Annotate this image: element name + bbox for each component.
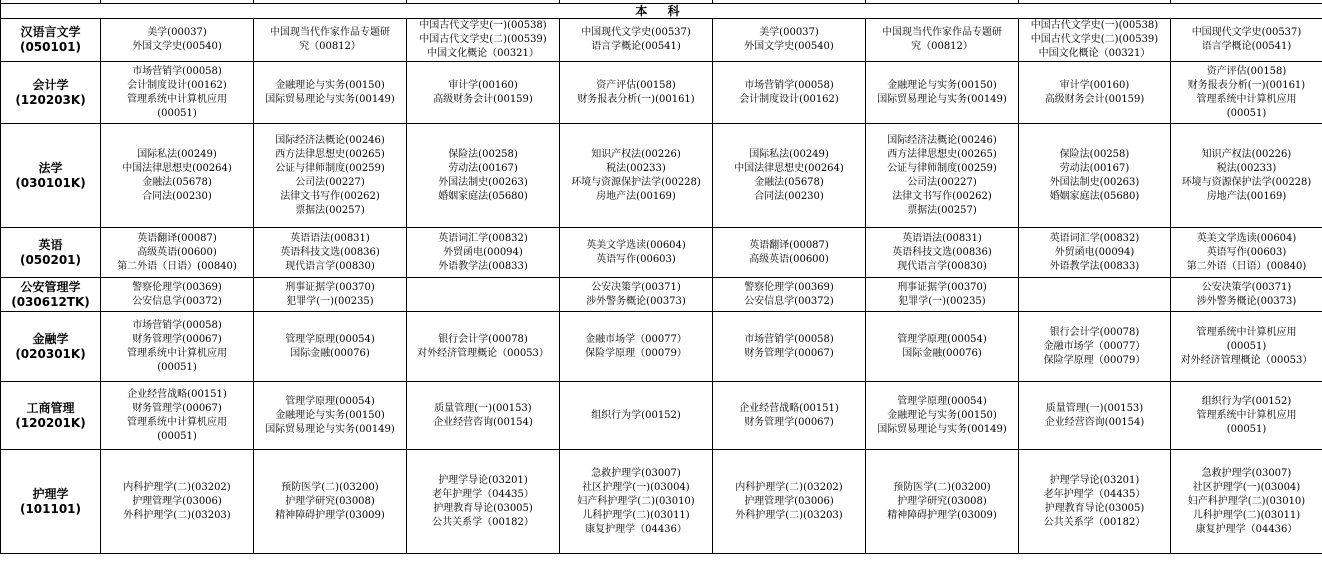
course-line: 金融法(05678) <box>754 176 824 188</box>
course-line: 中国文化概论（00321） <box>427 48 539 59</box>
course-line: 第二外语（日语）(00840) <box>1186 260 1307 272</box>
table-body <box>1 0 1322 554</box>
course-line: 英语词汇学(00832) <box>438 232 528 244</box>
course-line: 市场营销学(00058) <box>132 65 222 77</box>
course-line: 票据法(00257) <box>295 204 365 216</box>
course-line: 英语科技文选(00836) <box>892 246 992 258</box>
course-line: 保险学原理（00079） <box>585 347 687 359</box>
course-cell <box>1171 19 1322 62</box>
course-line: 英美文学选读(00604) <box>1196 232 1297 244</box>
course-cell <box>866 62 1019 124</box>
course-line: (00051) <box>157 361 197 373</box>
course-cell <box>713 124 866 228</box>
course-cell <box>254 312 407 382</box>
major-code: (020301K) <box>15 346 86 361</box>
course-line: 护理学导论(03201) <box>1049 474 1140 486</box>
course-line: 国际金融(00076) <box>290 347 370 359</box>
course-line: 英语写作(00603) <box>1206 246 1287 258</box>
course-line: 儿科护理学(二)(03011) <box>582 509 690 521</box>
course-cell <box>101 450 254 554</box>
section-title: 本 科 <box>1 4 1322 19</box>
course-cell <box>1019 312 1171 382</box>
major-name: 会计学 <box>32 77 69 92</box>
course-line: 劳动法(00167) <box>1059 162 1130 174</box>
course-line: 社区护理学(一)(03004) <box>1192 481 1301 493</box>
course-line: 资产评估(00158) <box>1206 65 1287 77</box>
course-line: 税法(00233) <box>606 162 666 174</box>
course-line: 管理学原理(00054) <box>285 395 375 407</box>
course-line: 护理学研究(03008) <box>285 495 375 507</box>
course-cell <box>101 228 254 278</box>
course-line: 现代语言学(00830) <box>285 260 375 272</box>
course-line: 预防医学(二)(03200) <box>893 481 991 493</box>
course-cell <box>866 19 1019 62</box>
course-line: 国际经济法概论(00246) <box>887 134 997 146</box>
course-line: 中国法律思想史(00264) <box>734 162 844 174</box>
course-cell <box>1019 450 1171 554</box>
table-row <box>1 228 1322 278</box>
course-line: 外科护理学(二)(03203) <box>123 509 231 521</box>
course-line: (00051) <box>1226 107 1267 119</box>
major-name: 汉语言文学 <box>20 25 81 39</box>
course-line: 高级财务会计(00159) <box>433 93 533 105</box>
major-code: (120203K) <box>15 92 86 107</box>
course-line: (00051) <box>1226 340 1267 352</box>
course-cell <box>866 382 1019 450</box>
course-line: 市场营销学(00058) <box>744 333 834 345</box>
course-line: 审计学(00160) <box>1059 79 1130 91</box>
course-line: 英语翻译(00087) <box>749 239 829 251</box>
course-line: 房地产法(00169) <box>1206 190 1287 202</box>
course-cell <box>1171 124 1322 228</box>
major-code: (030101K) <box>15 175 86 190</box>
course-cell <box>866 228 1019 278</box>
course-line: 英语写作(00603) <box>596 253 676 265</box>
course-cell <box>713 382 866 450</box>
course-line: 金融理论与实务(00150) <box>887 409 997 421</box>
course-line: 会计制度设计(00162) <box>127 79 227 91</box>
course-line: 英语科技文选(00836) <box>280 246 380 258</box>
course-line: 法律文书写作(00262) <box>892 190 992 202</box>
course-cell <box>254 19 407 62</box>
course-cell <box>713 450 866 554</box>
course-cell <box>407 382 560 450</box>
course-line: 环境与资源保护法学(00228) <box>571 176 701 188</box>
course-cell <box>560 382 713 450</box>
course-line: 精神障碍护理学(03009) <box>887 509 997 521</box>
course-line: 犯罪学(一)(00235) <box>286 295 374 307</box>
course-line: 儿科护理学(二)(03011) <box>1192 509 1301 521</box>
course-line: 现代语言学(00830) <box>897 260 987 272</box>
course-cell <box>254 450 407 554</box>
course-line: 护理管理学(03006) <box>744 495 834 507</box>
course-line: 中国现代文学史(00537) <box>1191 27 1302 38</box>
major-cell <box>1 62 101 124</box>
major-cell <box>1 278 101 312</box>
course-line: 企业经营战略(00151) <box>127 388 227 400</box>
course-line: 预防医学(二)(03200) <box>281 481 379 493</box>
course-line: 国际贸易理论与实务(00149) <box>877 93 1007 105</box>
course-line: 英语语法(00831) <box>290 232 370 244</box>
course-line: 公安决策学(00371) <box>591 281 681 293</box>
course-cell <box>101 124 254 228</box>
course-line: 第二外语（日语）(00840) <box>117 260 237 272</box>
course-cell <box>1019 124 1171 228</box>
course-cell <box>407 312 560 382</box>
course-cell <box>560 450 713 554</box>
course-line: 外语教学法(00833) <box>1049 260 1140 272</box>
major-code: (050201) <box>19 252 82 267</box>
course-cell <box>1019 382 1171 450</box>
course-cell <box>560 62 713 124</box>
course-line: 警察伦理学(00369) <box>744 281 834 293</box>
course-line: 中国现当代作家作品专题研 <box>882 27 1002 38</box>
course-cell <box>1171 312 1322 382</box>
course-line: 会计制度设计(00162) <box>739 93 839 105</box>
course-line: 外国法制史(00263) <box>438 176 528 188</box>
course-cell <box>407 228 560 278</box>
course-line: 美学(00037) <box>759 27 819 38</box>
course-line: 国际贸易理论与实务(00149) <box>877 423 1007 435</box>
course-line: 公共关系学（00182） <box>432 516 534 528</box>
course-line: 质量管理(一)(00153) <box>1045 402 1144 414</box>
course-line: (00051) <box>157 430 197 442</box>
course-line: 资产评估(00158) <box>596 79 676 91</box>
course-cell <box>1171 228 1322 278</box>
course-cell <box>101 62 254 124</box>
course-line: 妇产科护理学(二)(03010) <box>577 495 695 507</box>
course-line: 管理系统中计算机应用 <box>1196 409 1297 421</box>
course-cell <box>560 124 713 228</box>
course-line: 对外经济管理概论（00053） <box>417 347 549 359</box>
course-line: 英语词汇学(00832) <box>1049 232 1140 244</box>
course-cell <box>254 278 407 312</box>
course-line: 法律文书写作(00262) <box>280 190 380 202</box>
course-line: 组织行为学(00152) <box>591 409 681 421</box>
course-line: 社区护理学(一)(03004) <box>582 481 690 493</box>
major-code: (050101) <box>19 40 82 54</box>
course-line: 财务报表分析(一)(00161) <box>577 93 695 105</box>
major-name: 法学 <box>38 160 63 175</box>
course-cell <box>1019 228 1171 278</box>
course-line: 银行会计学(00078) <box>438 333 528 345</box>
course-line: 美学(00037) <box>147 27 207 38</box>
course-line: 涉外警务概论(00373) <box>1196 295 1297 307</box>
course-line: 外语教学法(00833) <box>438 260 528 272</box>
course-line: (00051) <box>1226 423 1267 435</box>
course-line: 公证与律师制度(00259) <box>275 162 385 174</box>
course-line: 急救护理学(03007) <box>1201 467 1292 479</box>
course-line: 内科护理学(二)(03202) <box>123 481 231 493</box>
major-cell <box>1 124 101 228</box>
course-cell <box>101 19 254 62</box>
course-line: 国际私法(00249) <box>137 148 217 160</box>
table-row <box>1 278 1322 312</box>
course-line: 保险法(00258) <box>1059 148 1130 160</box>
course-line: 管理学原理(00054) <box>897 395 987 407</box>
course-line: 高级英语(00600) <box>137 246 217 258</box>
course-line: 高级财务会计(00159) <box>1044 93 1145 105</box>
course-line: 妇产科护理学(二)(03010) <box>1187 495 1306 507</box>
course-line: 犯罪学(一)(00235) <box>898 295 986 307</box>
course-line: 外科护理学(二)(03203) <box>735 509 843 521</box>
course-line: 金融法(05678) <box>142 176 212 188</box>
table-row <box>1 124 1322 228</box>
course-line: 管理系统中计算机应用 <box>127 93 227 105</box>
course-line: 财务管理学(00067) <box>132 402 222 414</box>
course-line: 企业经营战略(00151) <box>739 402 839 414</box>
major-name: 金融学 <box>32 331 69 346</box>
course-line: 财务报表分析(一)(00161) <box>1187 79 1306 91</box>
course-line: 对外经济管理概论（00053） <box>1180 354 1313 366</box>
course-cell <box>560 228 713 278</box>
course-line: 语言学概论(00541) <box>1201 41 1292 52</box>
course-line: 康复护理学（04436） <box>585 523 687 535</box>
course-line: 精神障碍护理学(03009) <box>275 509 385 521</box>
course-line: 刑事证据学(00370) <box>285 281 375 293</box>
course-line: 涉外警务概论(00373) <box>586 295 686 307</box>
course-cell <box>254 228 407 278</box>
major-name: 护理学 <box>32 486 69 501</box>
course-cell <box>407 278 560 312</box>
course-line: 管理学原理(00054) <box>285 333 375 345</box>
course-cell <box>101 278 254 312</box>
course-line: 环境与资源保护法学(00228) <box>1181 176 1312 188</box>
course-line: 管理系统中计算机应用 <box>1196 326 1297 338</box>
course-line: 房地产法(00169) <box>596 190 676 202</box>
course-line: 中国古代文学史(一)(00538) <box>1030 20 1159 31</box>
course-cell <box>713 228 866 278</box>
course-line: 中国现代文学史(00537) <box>581 27 691 38</box>
course-line: 知识产权法(00226) <box>591 148 681 160</box>
course-line: 婚姻家庭法(05680) <box>1049 190 1140 202</box>
course-line: 金融理论与实务(00150) <box>275 79 385 91</box>
course-line: 公证与律师制度(00259) <box>887 162 997 174</box>
course-line: 西方法律思想史(00265) <box>887 148 997 160</box>
course-line: 外国文学史(00540) <box>132 41 222 52</box>
course-line: 金融理论与实务(00150) <box>275 409 385 421</box>
course-line: 国际私法(00249) <box>749 148 829 160</box>
course-line: 金融市场学（00077） <box>1043 340 1146 352</box>
course-cell <box>407 19 560 62</box>
course-line: 知识产权法(00226) <box>1201 148 1292 160</box>
course-line: 财务管理学(00067) <box>744 347 834 359</box>
course-cell <box>1019 278 1171 312</box>
course-line: 外贸函电(00094) <box>1054 246 1135 258</box>
course-cell <box>866 450 1019 554</box>
course-line: 管理学原理(00054) <box>897 333 987 345</box>
course-line: 审计学(00160) <box>448 79 518 91</box>
course-line: 公安信息学(00372) <box>744 295 834 307</box>
course-line: 质量管理(一)(00153) <box>434 402 532 414</box>
course-line: 市场营销学(00058) <box>132 319 222 331</box>
course-line: 中国法律思想史(00264) <box>122 162 232 174</box>
course-cell <box>1171 450 1322 554</box>
course-line: 公安信息学(00372) <box>132 295 222 307</box>
course-line: 护理学导论(03201) <box>438 474 528 486</box>
course-cell <box>101 382 254 450</box>
table-row <box>1 382 1322 450</box>
course-line: 刑事证据学(00370) <box>897 281 987 293</box>
course-line: 语言学概论(00541) <box>591 41 681 52</box>
course-cell <box>713 278 866 312</box>
course-line: 中国古代文学史(一)(00538) <box>419 20 547 31</box>
course-line: 内科护理学(二)(03202) <box>735 481 843 493</box>
course-line: 国际贸易理论与实务(00149) <box>265 93 395 105</box>
course-line: 护理学研究(03008) <box>897 495 987 507</box>
course-line: 保险学原理（00079） <box>1043 354 1146 366</box>
course-cell <box>713 19 866 62</box>
course-line: 公安决策学(00371) <box>1201 281 1292 293</box>
course-line: 老年护理学（04435） <box>432 488 534 500</box>
course-line: 合同法(00230) <box>754 190 824 202</box>
course-cell <box>101 312 254 382</box>
course-line: 组织行为学(00152) <box>1201 395 1292 407</box>
course-line: 婚姻家庭法(05680) <box>438 190 528 202</box>
major-code: (030612TK) <box>11 294 90 309</box>
course-line: 管理系统中计算机应用 <box>127 347 227 359</box>
course-line: 合同法(00230) <box>142 190 212 202</box>
course-cell <box>1019 62 1171 124</box>
course-line: 英语语法(00831) <box>902 232 982 244</box>
course-line: 公司法(00227) <box>907 176 977 188</box>
course-line: 企业经营咨询(00154) <box>1044 416 1145 428</box>
course-line: 国际经济法概论(00246) <box>275 134 385 146</box>
table-row <box>1 19 1322 62</box>
course-line: 票据法(00257) <box>907 204 977 216</box>
major-name: 公安管理学 <box>20 279 81 294</box>
course-cell <box>713 312 866 382</box>
course-cell <box>407 124 560 228</box>
course-line: 高级英语(00600) <box>749 253 829 265</box>
major-cell <box>1 228 101 278</box>
course-line: 英美文学选读(00604) <box>586 239 686 251</box>
course-line: 老年护理学（04435） <box>1043 488 1146 500</box>
course-line: 市场营销学(00058) <box>744 79 834 91</box>
section-header-row <box>1 4 1322 19</box>
course-line: 康复护理学（04436） <box>1195 523 1298 535</box>
course-cell <box>560 19 713 62</box>
table-row <box>1 450 1322 554</box>
course-cell <box>866 124 1019 228</box>
course-line: 财务管理学(00067) <box>132 333 222 345</box>
course-line: 金融市场学（00077） <box>585 333 687 345</box>
course-cell <box>1171 62 1322 124</box>
course-line: 外贸函电(00094) <box>443 246 523 258</box>
table-row <box>1 312 1322 382</box>
course-line: 中国文化概论（00321） <box>1038 48 1151 59</box>
course-cell <box>1019 19 1171 62</box>
course-line: 护理教育导论(03005) <box>1044 502 1145 514</box>
table-row <box>1 62 1322 124</box>
course-cell <box>866 278 1019 312</box>
course-line: 财务管理学(00067) <box>744 416 834 428</box>
course-cell <box>1171 278 1322 312</box>
course-cell <box>254 62 407 124</box>
course-line: 管理系统中计算机应用 <box>127 416 227 428</box>
major-name: 英语 <box>38 237 63 252</box>
course-line: 究（00812） <box>911 41 973 52</box>
course-line: 护理管理学(03006) <box>132 495 222 507</box>
major-cell <box>1 312 101 382</box>
course-line: 国际金融(00076) <box>902 347 982 359</box>
course-line: 保险法(00258) <box>448 148 518 160</box>
course-line: 管理系统中计算机应用 <box>1196 93 1297 105</box>
major-cell <box>1 382 101 450</box>
course-line: 外国文学史(00540) <box>744 41 834 52</box>
course-line: 银行会计学(00078) <box>1049 326 1140 338</box>
course-cell <box>560 278 713 312</box>
course-line: 金融理论与实务(00150) <box>887 79 997 91</box>
course-line: 劳动法(00167) <box>448 162 518 174</box>
course-line: 究（00812） <box>299 41 361 52</box>
major-cell <box>1 19 101 62</box>
course-line: 西方法律思想史(00265) <box>275 148 385 160</box>
course-line: 公司法(00227) <box>295 176 365 188</box>
course-cell <box>1171 382 1322 450</box>
major-code: (101101) <box>19 501 82 516</box>
course-line: (00051) <box>157 107 197 119</box>
course-line: 中国古代文学史(二)(00539) <box>419 34 547 45</box>
course-line: 国际贸易理论与实务(00149) <box>265 423 395 435</box>
major-code: (120201K) <box>15 415 86 430</box>
course-cell <box>407 450 560 554</box>
course-line: 警察伦理学(00369) <box>132 281 222 293</box>
course-line: 中国古代文学史(二)(00539) <box>1030 34 1159 45</box>
course-cell <box>254 382 407 450</box>
course-cell <box>713 62 866 124</box>
course-cell <box>560 312 713 382</box>
course-line: 公共关系学（00182） <box>1043 516 1146 528</box>
course-line: 英语翻译(00087) <box>137 232 217 244</box>
course-cell <box>866 312 1019 382</box>
course-line: 护理教育导论(03005) <box>433 502 533 514</box>
course-line: 急救护理学(03007) <box>591 467 681 479</box>
course-cell <box>407 62 560 124</box>
major-cell <box>1 450 101 554</box>
course-line: 中国现当代作家作品专题研 <box>270 27 390 38</box>
course-cell <box>254 124 407 228</box>
major-name: 工商管理 <box>26 400 75 415</box>
course-line: 税法(00233) <box>1216 162 1277 174</box>
course-line: 外国法制史(00263) <box>1049 176 1140 188</box>
course-line: 企业经营咨询(00154) <box>433 416 533 428</box>
